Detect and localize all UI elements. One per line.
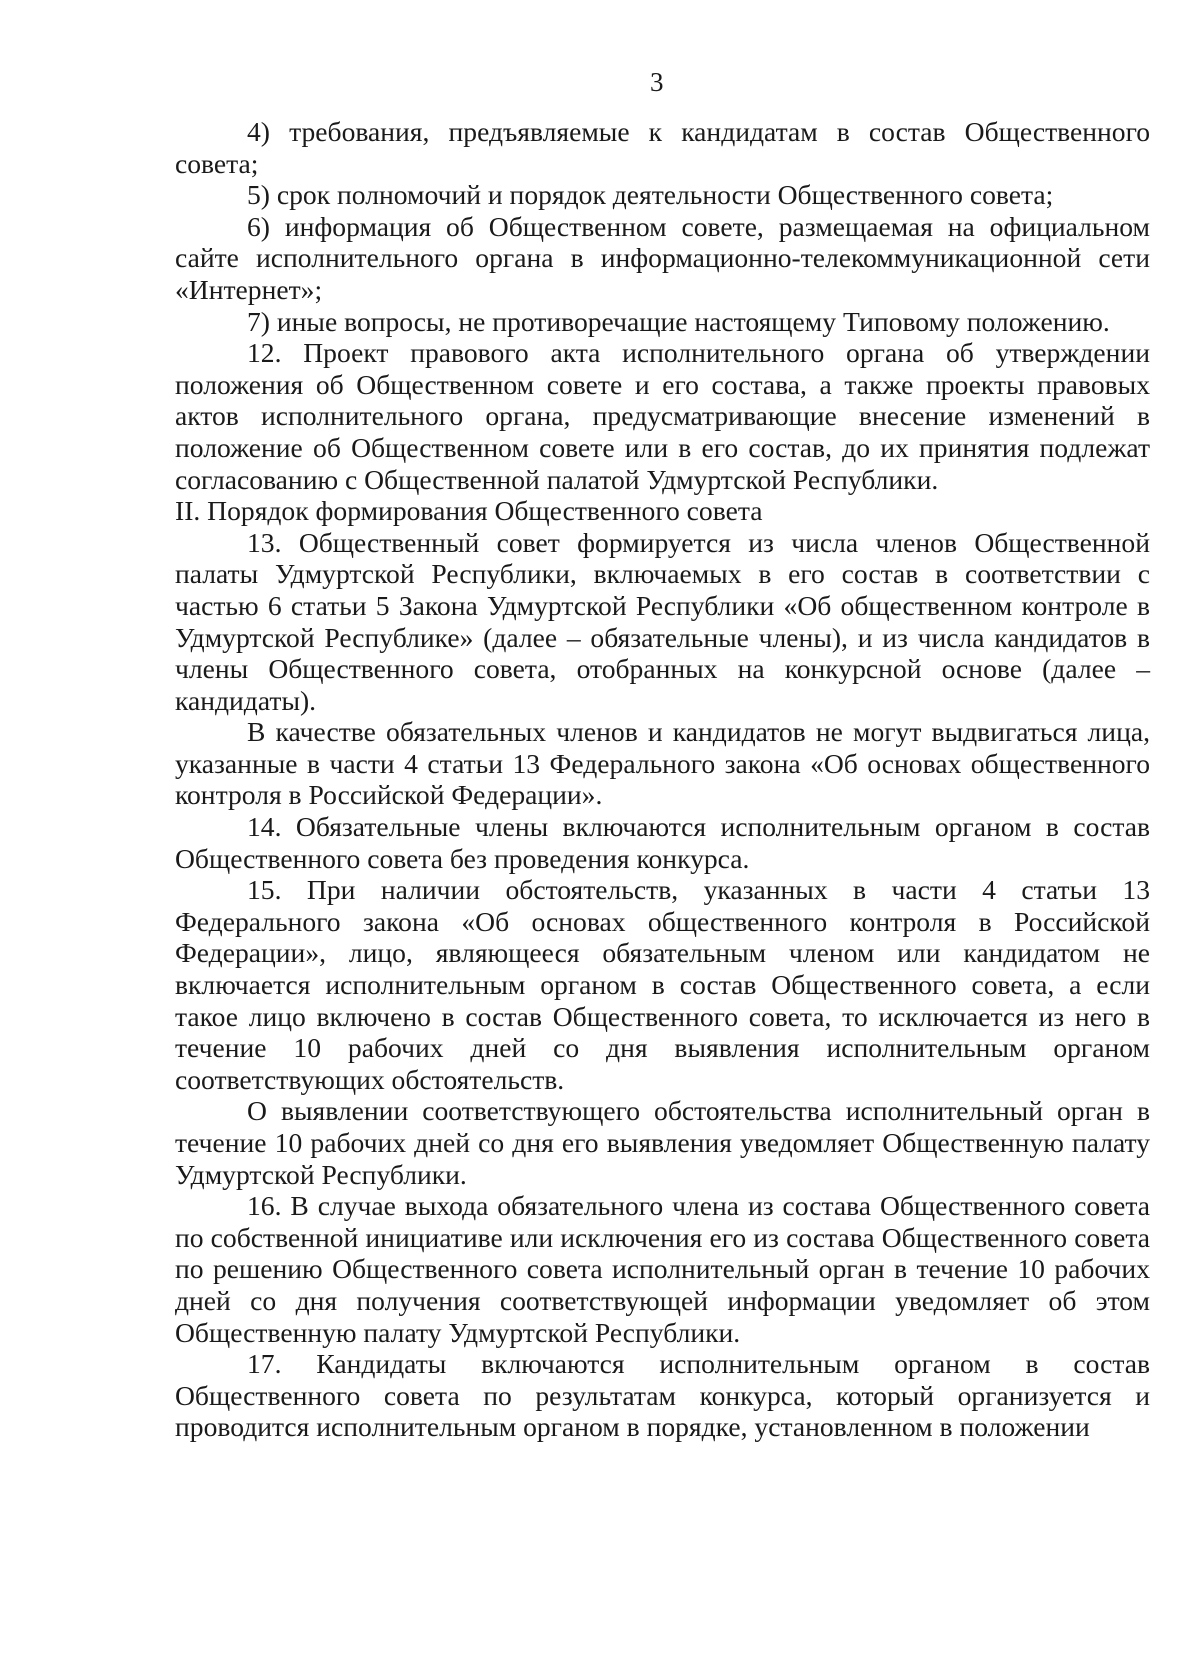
page-number: 3 [650, 67, 664, 97]
paragraph: В качестве обязательных членов и кандидатов не могут выдвигаться лица, указанные в части 4 статьи 13 Федерального закона «Об основах общественного контроля в Российской Федерации». [175, 716, 1150, 811]
document-body [175, 116, 1150, 1443]
paragraph: 13. Общественный совет формируется из числа членов Общественной палаты Удмуртской Республики, включаемых в его состав в соответствии с частью 6 статьи 5 Закона Удмуртской Республики «Об общественном контроле в Удмуртской Республике» (далее – обязательные члены), и из числа кандидатов в члены Общественного совета, отобранных на конкурсной основе (далее – кандидаты). [175, 526, 1150, 716]
paragraph: 15. При наличии обстоятельств, указанных в части 4 статьи 13 Федерального закона «Об основах общественного контроля в Российской Федерации», лицо, являющееся обязательным членом или кандидатом не включается исполнительным органом в состав Общественного совета, а если такое лицо включено в состав Общественного совета, то исключается из него в течение 10 рабочих дней со дня выявления исполнительным органом соответствующих обстоятельств. [175, 874, 1150, 1095]
paragraph: 6) информация об Общественном совете, размещаемая на официальном сайте исполнительного органа в информационно-телекоммуникационной сети «Интернет»; [175, 210, 1150, 305]
paragraph: 7) иные вопросы, не противоречащие настоящему Типовому положению. [247, 305, 1110, 337]
paragraph: 12. Проект правового акта исполнительного органа об утверждении положения об Общественном совете и его состава, а также проекты правовых актов исполнительного органа, предусматривающие внесение изменений в положение об Общественном совете или в его состав, до их принятия подлежат согласованию с Общественной палатой Удмуртской Республики. [175, 337, 1150, 495]
paragraph: 16. В случае выхода обязательного члена из состава Общественного совета по собственной инициативе или исключения его из состава Общественного совета по решению Общественного совета исполнительный орган в течение 10 рабочих дней со дня получения соответствующей информации уведомляет об этом Общественную палату Удмуртской Республики. [175, 1190, 1150, 1348]
paragraph: 5) срок полномочий и порядок деятельности Общественного совета; [247, 179, 1054, 211]
paragraph: 14. Обязательные члены включаются исполнительным органом в состав Общественного совета без проведения конкурса. [175, 811, 1150, 874]
paragraph: О выявлении соответствующего обстоятельства исполнительный орган в течение 10 рабочих дней со дня его выявления уведомляет Общественную палату Удмуртской Республики. [175, 1095, 1150, 1190]
paragraph: 4) требования, предъявляемые к кандидатам в состав Общественного совета; [175, 116, 1150, 179]
paragraph: 17. Кандидаты включаются исполнительным органом в состав Общественного совета по результатам конкурса, который организуется и проводится исполнительным органом в порядке, установленном в положении [175, 1348, 1150, 1443]
document-page [175, 0, 1150, 1665]
section-heading: II. Порядок формирования Общественного совета [175, 495, 763, 527]
